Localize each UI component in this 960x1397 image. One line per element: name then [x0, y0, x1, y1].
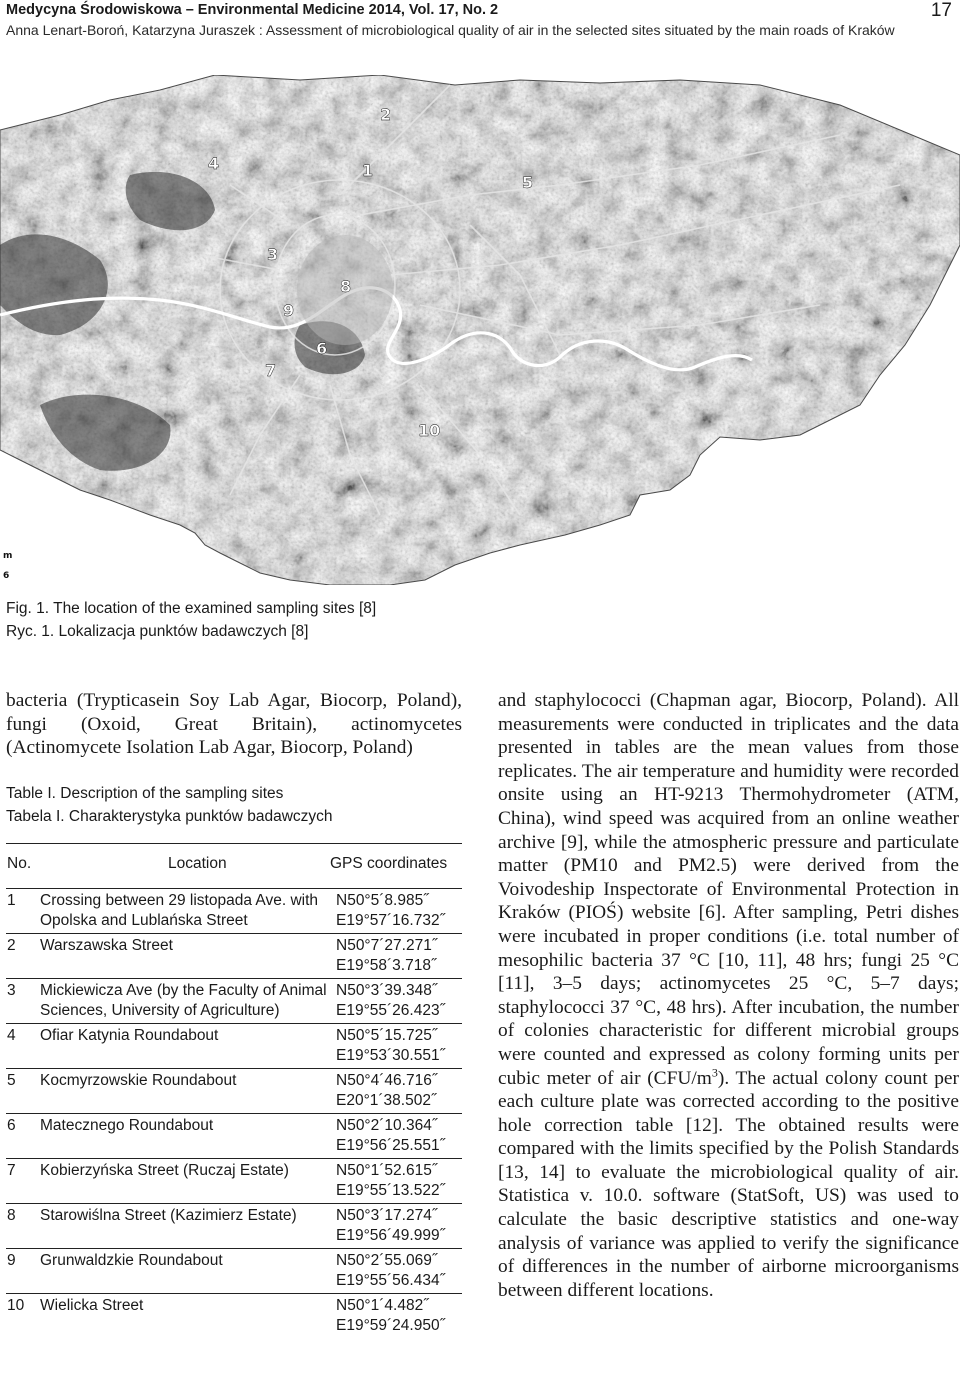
gps-longitude: E19°57´16.732˝: [336, 911, 445, 929]
table-row: [6, 889, 462, 934]
figure-caption-en: Fig. 1. The location of the examined sampling sites [8]: [6, 600, 377, 617]
table-row: [6, 1069, 462, 1114]
site-label-3: 3: [267, 245, 279, 264]
site-label-5: 5: [522, 173, 534, 192]
page-number: 17: [930, 0, 952, 21]
gps-latitude: N50°3´17.274˝: [336, 1207, 437, 1224]
row-number: 1: [7, 892, 16, 909]
table-row: [6, 1114, 462, 1159]
scale-corner: [3, 551, 12, 581]
row-number: 6: [7, 1117, 16, 1134]
table-row: [6, 1294, 462, 1338]
row-gps: [330, 1296, 462, 1335]
row-location: Mickiewicza Ave (by the Faculty of Animal Sciences, University of Agriculture): [40, 982, 327, 1019]
row-location: Crossing between 29 listopada Ave. with Opolska and Lublańska Street: [40, 892, 319, 929]
row-number: 5: [7, 1072, 16, 1089]
site-label-8: 8: [340, 277, 352, 296]
methods-paragraph-right: and staphylococci (Chapman agar, Biocorp, Poland). All measurements were conducted in triplicates and the data presented in tables are the mean values from those replicates. The air temperature and humidity were recorded onsite using an HT-9213 Thermohydrometer (ATM, China), wind speed was acquired from an online weather archive [9], while the atmospheric pressure and particulate matter (PM10 and PM2.5) were derived from the Voivodeship Inspectorate of Environmental Protection in Kraków (PIOŚ) website [6]. After sampling, Petri dishes were incubated in proper conditions (i.e. total number of mesophilic bacteria 37 °C [10, 11], 48 hrs; fungi 25 °C [11], 3–5 days; actinomycetes 25 °C, 5–7 days; staphylococci 37 °C, 48 hrs). After incubation, the number of colonies characteristic for different microbial groups were counted and expressed as colony forming units per cubic meter of air $(CFU/m^3)$. The actual colony count per each culture plate was corrected according to the positive hole correction table [12]. The obtained results were compared with the limits specified by the Polish Standards [13, 14] to evaluate the microbiological quality of air. Statistica v. 10.0. software (StatSoft, US) was used to calculate the basic descriptive statistics and one-way analysis of variance was applied to verify the significance of differences in the number of airborne microorganisms between different locations.: [498, 690, 959, 1301]
table-row: [6, 1204, 462, 1249]
site-label-10: 10: [418, 421, 441, 440]
left-column-text: [6, 689, 462, 760]
row-number: 2: [7, 937, 16, 954]
row-number: 8: [7, 1207, 16, 1224]
gps-latitude: N50°3´39.348˝: [336, 982, 437, 999]
site-label-1: 1: [362, 161, 374, 180]
row-number: 7: [7, 1162, 16, 1179]
header-no: No.: [7, 855, 32, 872]
table-header-row: [6, 843, 462, 889]
row-location: Kobierzyńska Street (Ruczaj Estate): [40, 1162, 289, 1179]
gps-longitude: E19°53´30.551˝: [336, 1046, 445, 1064]
row-location: Wielicka Street: [40, 1297, 144, 1314]
row-gps: [330, 1251, 462, 1290]
gps-longitude: E19°59´24.950˝: [336, 1316, 445, 1334]
city-boundary-shape: [0, 75, 960, 585]
row-gps: [330, 1026, 462, 1065]
site-label-6: 6: [316, 339, 328, 358]
sampling-sites-map: [0, 75, 960, 585]
gps-longitude: E19°56´49.999˝: [336, 1226, 445, 1244]
table-row: [6, 1024, 462, 1069]
gps-longitude: E19°58´3.718˝: [336, 956, 437, 974]
scale-label-6: 6: [3, 571, 10, 581]
gps-latitude: N50°2´55.069˝: [336, 1252, 437, 1269]
gps-latitude: N50°4´46.716˝: [336, 1072, 437, 1089]
row-location: Starowiślna Street (Kazimierz Estate): [40, 1207, 297, 1224]
row-gps: [330, 1116, 462, 1155]
row-gps: [330, 1206, 462, 1245]
gps-longitude: E19°55´26.423˝: [336, 1001, 445, 1019]
site-label-2: 2: [380, 105, 392, 124]
gps-longitude: E19°55´56.434˝: [336, 1271, 445, 1289]
row-location: Ofiar Katynia Roundabout: [40, 1027, 219, 1044]
gps-latitude: N50°5´15.725˝: [336, 1027, 437, 1044]
site-label-9: 9: [283, 301, 295, 320]
table-caption-en: Table I. Description of the sampling sites: [6, 785, 284, 802]
header-gps: GPS coordinates: [330, 855, 448, 872]
figure-caption-pl: Ryc. 1. Lokalizacja punktów badawczych [8]: [6, 623, 309, 640]
gps-longitude: E19°55´13.522˝: [336, 1181, 445, 1199]
gps-latitude: N50°1´4.482˝: [336, 1297, 429, 1314]
sampling-sites-table: [6, 843, 462, 1338]
gps-longitude: E19°56´25.551˝: [336, 1136, 445, 1154]
scale-label-m: m: [3, 551, 13, 561]
row-number: 4: [7, 1027, 16, 1044]
table-caption-pl: Tabela I. Charakterystyka punktów badawczych: [6, 808, 333, 825]
row-location: Grunwaldzkie Roundabout: [40, 1252, 223, 1269]
row-gps: [330, 1161, 462, 1200]
table-row: [6, 1159, 462, 1204]
table-row: [6, 979, 462, 1024]
journal-header: Medycyna Środowiskowa – Environmental Medicine 2014, Vol. 17, No. 2: [6, 2, 499, 18]
row-gps: [330, 936, 462, 975]
row-location: Kocmyrzowskie Roundabout: [40, 1072, 237, 1089]
row-gps: [330, 981, 462, 1020]
row-location: Matecznego Roundabout: [40, 1117, 214, 1134]
row-number: 3: [7, 982, 16, 999]
running-authors-title: Anna Lenart-Boroń, Katarzyna Juraszek : Assessment of microbiological quality of air in the selected sites situated by the main roads of Kraków: [6, 22, 895, 38]
gps-latitude: N50°5´8.985˝: [336, 892, 429, 909]
superscript-3: 3: [711, 1065, 718, 1080]
table-row: [6, 1249, 462, 1294]
table-body: [6, 889, 462, 1338]
gps-longitude: E20°1´38.502˝: [336, 1091, 437, 1109]
gps-latitude: N50°1´52.615˝: [336, 1162, 437, 1179]
gps-latitude: N50°7´27.271˝: [336, 937, 437, 954]
row-gps: [330, 1071, 462, 1110]
site-label-4: 4: [208, 154, 220, 173]
row-number: 10: [7, 1297, 25, 1314]
header-location: Location: [168, 855, 227, 872]
row-location: Warszawska Street: [40, 937, 173, 954]
gps-latitude: N50°2´10.364˝: [336, 1117, 437, 1134]
table-row: [6, 934, 462, 979]
site-label-7: 7: [265, 361, 277, 380]
row-number: 9: [7, 1252, 16, 1269]
methods-paragraph-left: bacteria (Trypticasein Soy Lab Agar, Biocorp, Poland), fungi (Oxoid, Great Britain), actinomycetes (Actinomycete Isolation Lab Agar, Biocorp, Poland): [6, 690, 462, 759]
right-column-text: [498, 689, 959, 1302]
row-gps: [330, 891, 462, 930]
